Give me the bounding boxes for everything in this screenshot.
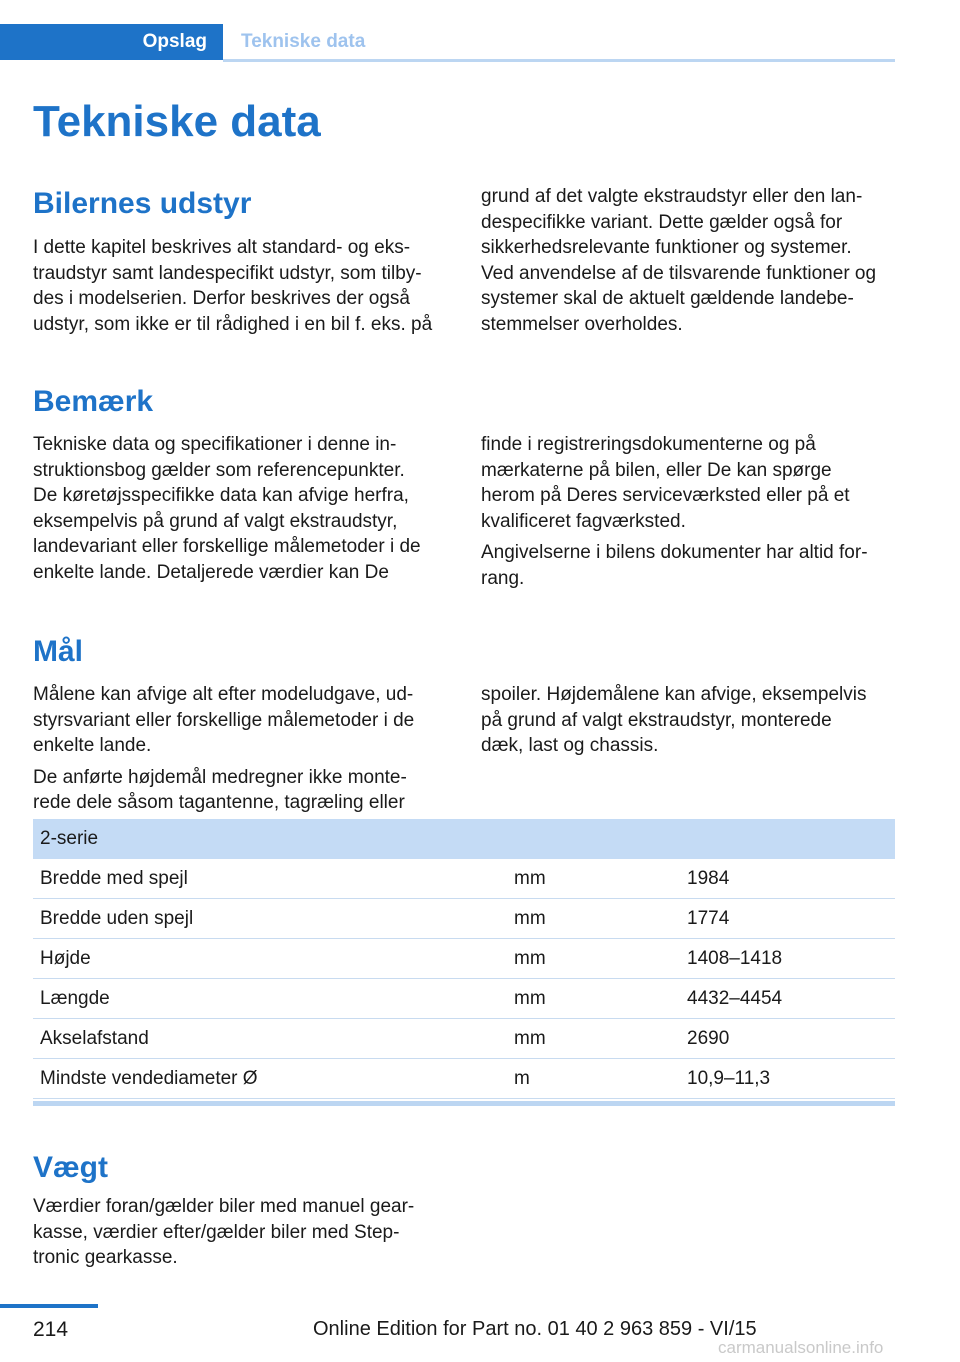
maal-text-left-p2: De anførte højdemål medregner ikke monte- rede dele såsom tagantenne, tagræling eller [33, 766, 407, 813]
page-number: 214 [33, 1318, 69, 1341]
table-cell-value: 10,9–11,3 [687, 1068, 771, 1089]
table-body [33, 859, 895, 1099]
udstyr-text-left: I dette kapitel beskrives alt standard- og eks- traudstyr samt landespecifikt udstyr, som tilby- des i modelserien. Derfor beskrives der også udstyr, som ikke er til rådighed i en bil f. eks. på [33, 237, 433, 335]
table-cell-label: Mindste vendediameter Ø [40, 1068, 258, 1089]
table-cell-unit: mm [514, 988, 546, 1009]
table-cell-unit: mm [514, 948, 546, 969]
table-row [33, 979, 895, 1019]
udstyr-text-right: grund af det valgte ekstraudstyr eller den lan- despecifikke variant. Dette gælder også for sikkerhedsrelevante funktioner og systemer. Ved anvendelse af de tilsvarende funktioner og systemer skal de aktuelt gældende landebe- stemmelser overholdes. [481, 186, 877, 335]
section-heading-vaegt: Vægt [33, 1151, 108, 1184]
table-cell-value: 2690 [687, 1028, 730, 1049]
table-cell-label: Bredde med spejl [40, 868, 188, 889]
table-cell-value: 4432–4454 [687, 988, 783, 1009]
maal-text-right: spoiler. Højdemålene kan afvige, eksempelvis på grund af valgt ekstraudstyr, monterede dæk, last og chassis. [481, 684, 867, 756]
section-heading-udstyr: Bilernes udstyr [33, 187, 252, 220]
table-header [33, 819, 895, 859]
table-cell-value: 1408–1418 [687, 948, 783, 969]
table-cell-value: 1984 [687, 868, 730, 889]
page-title: Tekniske data [33, 97, 321, 146]
footer-edition-note: Online Edition for Part no. 01 40 2 963 859 - VI/15 [313, 1318, 757, 1340]
bemaerk-right-column [481, 432, 896, 591]
maal-left-column [33, 682, 453, 816]
table-header-label: 2-serie [40, 828, 99, 849]
bemaerk-text-right-p1: finde i registreringsdokumenterne og på mærkaterne på bilen, eller De kan spørge herom på Deres serviceværksted eller på et kvalificeret fagværksted. [481, 434, 850, 532]
bemaerk-text-right-p2: Angivelserne i bilens dokumenter har altid for- rang. [481, 542, 868, 589]
table-row [33, 939, 895, 979]
table-row [33, 1059, 895, 1099]
dimensions-table [33, 819, 895, 1106]
table-row [33, 1019, 895, 1059]
table-cell-label: Længde [40, 988, 110, 1009]
table-cell-label: Højde [40, 948, 91, 969]
bemaerk-text-left: Tekniske data og specifikationer i denne in- struktionsbog gælder som referencepunkter. De køretøjsspecifikke data kan afvige herfra, eksempelvis på grund af valgt ekstraudstyr, landevariant eller forskellige målemetoder i de enkelte lande. Detaljerede værdier kan De [33, 434, 421, 583]
vaegt-text-left: Værdier foran/gælder biler med manuel gear- kasse, værdier efter/gælder biler med Step- tronic gearkasse. [33, 1196, 415, 1268]
table-row [33, 859, 895, 899]
header-rule [223, 59, 895, 62]
table-cell-unit: mm [514, 868, 546, 889]
maal-text-left-p1: Målene kan afvige alt efter modeludgave, ud- styrsvariant eller forskellige målemetoder i de enkelte lande. [33, 684, 415, 756]
table-cell-unit: m [514, 1068, 530, 1089]
section-heading-maal: Mål [33, 635, 84, 668]
table-cell-unit: mm [514, 908, 546, 929]
section-heading-bemaerk: Bemærk [33, 385, 154, 418]
table-cell-unit: mm [514, 1028, 546, 1049]
table-cell-value: 1774 [687, 908, 730, 929]
watermark: carmanualsonline.info [718, 1338, 884, 1357]
footer-rule [0, 1304, 98, 1308]
table-cell-label: Akselafstand [40, 1028, 149, 1049]
header-tabs [0, 24, 895, 62]
table-footer-rule [33, 1101, 895, 1106]
tab-tekniske-data[interactable]: Tekniske data [241, 31, 366, 52]
table-row [33, 899, 895, 939]
table-cell-label: Bredde uden spejl [40, 908, 194, 929]
tab-opslag[interactable]: Opslag [0, 24, 223, 60]
